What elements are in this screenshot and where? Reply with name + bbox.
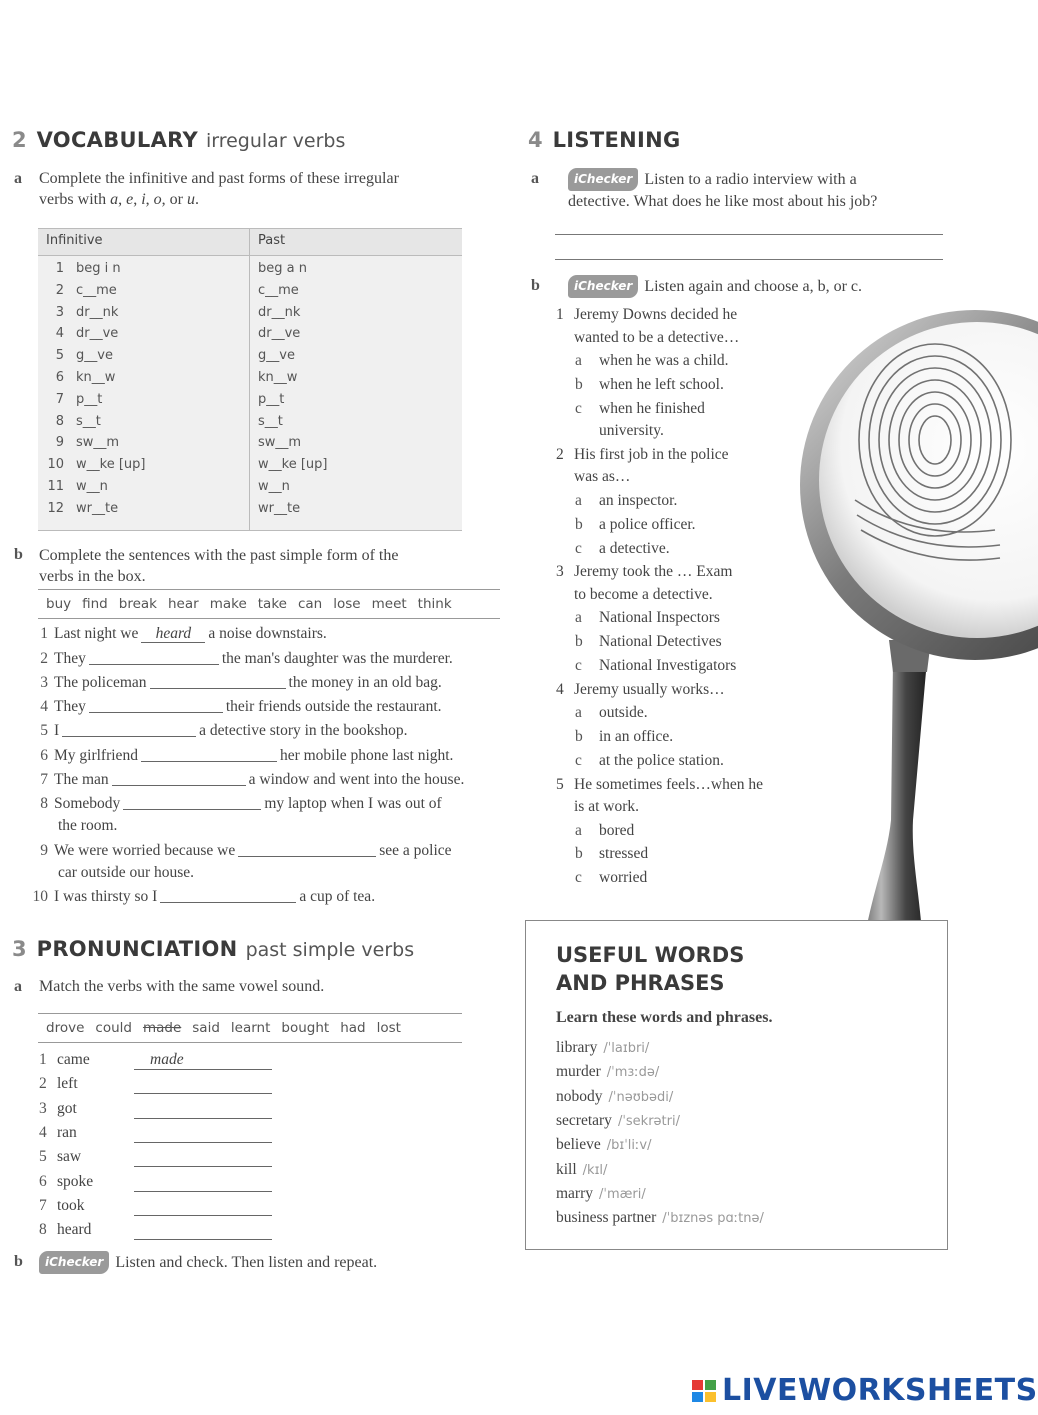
- infinitive-cell[interactable]: beg i n: [76, 261, 121, 276]
- option-letter: b: [575, 845, 583, 863]
- infinitive-cell[interactable]: kn__w: [76, 370, 116, 385]
- answer-blank[interactable]: [89, 699, 223, 713]
- answer-blank[interactable]: [62, 723, 196, 737]
- sentence-number: 7: [40, 771, 48, 788]
- item-number: 7: [39, 1196, 47, 1214]
- exercise-letter: b: [531, 277, 540, 294]
- answer-line[interactable]: [134, 1118, 272, 1119]
- infinitive-cell[interactable]: w__ke [up]: [76, 457, 146, 473]
- ipa-transcription: /bɪˈliːv/: [606, 1138, 652, 1154]
- table-row: [38, 457, 462, 479]
- answer-option[interactable]: [575, 374, 724, 395]
- answer-blank[interactable]: heard: [141, 627, 205, 643]
- box-word: had: [340, 1020, 366, 1036]
- question-text: His first job in the police: [574, 445, 729, 463]
- option-text: an inspector.: [599, 491, 678, 509]
- item-number: 3: [39, 1099, 47, 1117]
- option-text: National Inspectors: [599, 609, 720, 627]
- table-row: [38, 392, 462, 414]
- infinitive-cell[interactable]: wr__te: [76, 500, 119, 516]
- row-number: 3: [55, 304, 64, 320]
- sentence: [28, 888, 375, 906]
- question-text: Jeremy Downs decided he: [574, 306, 738, 323]
- past-cell[interactable]: w__n: [258, 479, 290, 494]
- row-number: 11: [47, 479, 64, 494]
- sentence-start: My girlfriend: [54, 747, 138, 764]
- section-title: LISTENING: [552, 128, 681, 152]
- useful-word-item: [556, 1112, 680, 1130]
- option-letter: b: [575, 633, 583, 651]
- useful-word-item: [556, 1063, 659, 1081]
- table-bottom-border: [38, 530, 462, 531]
- sentence-number: 2: [40, 650, 48, 667]
- sentence-number: 1: [40, 625, 48, 642]
- option-letter: a: [575, 491, 582, 509]
- sentence-start: Last night we: [54, 625, 139, 642]
- past-cell[interactable]: dr__nk: [258, 304, 301, 320]
- answer-option[interactable]: [575, 350, 729, 371]
- box-word: made: [142, 1020, 182, 1036]
- useful-words-title: [556, 941, 744, 997]
- useful-word-item: [556, 1185, 646, 1203]
- useful-words-subtitle: Learn these words and phrases.: [556, 1009, 773, 1026]
- listening-heading: [528, 128, 681, 152]
- infinitive-cell[interactable]: sw__m: [76, 435, 120, 451]
- box-word: can: [297, 596, 323, 612]
- section-subtitle: past simple verbs: [245, 939, 415, 961]
- infinitive-cell[interactable]: dr__nk: [76, 304, 119, 320]
- sentence-number: 6: [40, 747, 48, 764]
- row-number: 4: [55, 326, 64, 342]
- item-number: 4: [39, 1123, 47, 1141]
- past-cell[interactable]: wr__te: [258, 500, 301, 516]
- row-number: 6: [55, 370, 64, 385]
- past-cell[interactable]: kn__w: [258, 370, 298, 385]
- ipa-transcription: /kɪl/: [582, 1162, 608, 1178]
- past-cell[interactable]: w__ke [up]: [258, 457, 328, 473]
- answer-text[interactable]: made: [150, 1051, 184, 1068]
- useful-word-item: [556, 1161, 607, 1179]
- table-row: [38, 283, 462, 305]
- sentence-end: her mobile phone last night.: [279, 747, 454, 764]
- answer-blank[interactable]: [160, 889, 296, 903]
- answer-option[interactable]: [575, 514, 696, 535]
- irregular-verbs-table: [38, 228, 462, 531]
- question-text: is at work.: [574, 798, 640, 816]
- question-number: 4: [556, 680, 564, 698]
- word-text: nobody: [556, 1087, 603, 1105]
- answer-option[interactable]: [575, 538, 670, 559]
- question-text: to become a detective.: [574, 585, 713, 603]
- box-word: make: [209, 596, 247, 612]
- answer-option[interactable]: [575, 750, 724, 771]
- option-text: worried: [599, 869, 648, 887]
- word-text: believe: [556, 1136, 601, 1154]
- answer-line[interactable]: [134, 1166, 272, 1167]
- row-number: 10: [47, 457, 64, 473]
- table-row: [38, 370, 462, 392]
- sentence-end: see a police: [379, 842, 452, 859]
- sentence-start: We were worried because we: [54, 842, 236, 859]
- instruction-text: Listen again and choose a, b, or c.: [644, 278, 863, 295]
- table-row: [38, 305, 462, 327]
- option-letter: c: [575, 751, 582, 769]
- item-word: came: [57, 1051, 90, 1068]
- box-word: take: [257, 596, 287, 612]
- row-number: 5: [55, 348, 64, 364]
- instruction-line: Complete the sentences with the past simple form of the: [39, 547, 399, 564]
- row-number: 9: [55, 435, 64, 451]
- box-word: find: [82, 596, 108, 612]
- question-text: wanted to be a detective…: [574, 328, 740, 346]
- item-word: heard: [57, 1221, 92, 1239]
- box-word: learnt: [230, 1020, 271, 1036]
- answer-blank[interactable]: [238, 843, 376, 857]
- instruction-line: [568, 168, 968, 191]
- infinitive-cell[interactable]: s__t: [76, 413, 101, 429]
- section-title: PRONUNCIATION: [36, 937, 238, 961]
- exercise-instruction: [568, 275, 862, 298]
- option-text: at the police station.: [599, 751, 724, 769]
- item-number: 5: [39, 1148, 47, 1166]
- ipa-transcription: /ˈsekrətri/: [617, 1113, 680, 1129]
- sentence-start: They: [54, 650, 86, 667]
- option-letter: a: [575, 704, 582, 722]
- ichecker-badge[interactable]: iChecker: [568, 275, 638, 298]
- answer-option[interactable]: [575, 398, 705, 419]
- box-word: said: [192, 1020, 220, 1036]
- past-cell[interactable]: s__t: [258, 413, 283, 429]
- box-word: meet: [371, 596, 407, 612]
- instruction-text: Listen and check. Then listen and repeat.: [115, 1254, 378, 1271]
- word-text: library: [556, 1039, 598, 1056]
- sentence-end: a cup of tea.: [299, 888, 376, 905]
- answer-option[interactable]: [575, 655, 736, 676]
- past-cell[interactable]: sw__m: [258, 435, 302, 451]
- exercise-letter: a: [14, 170, 22, 187]
- answer-line[interactable]: [134, 1191, 272, 1192]
- sentence-end: a detective story in the bookshop.: [199, 722, 408, 739]
- answer-blank[interactable]: [141, 748, 277, 762]
- instruction-line: Complete the infinitive and past forms of these irregular: [39, 170, 399, 187]
- sentence-number: 8: [40, 795, 48, 812]
- ipa-transcription: /ˈbɪznəs pɑːtnə/: [662, 1211, 764, 1227]
- sentence-end: a noise downstairs.: [208, 625, 327, 642]
- sentence-end: a window and went into the house.: [248, 771, 465, 788]
- useful-word-item: [556, 1088, 673, 1106]
- table-row: [38, 435, 462, 457]
- row-number: 2: [55, 282, 64, 298]
- sentence-number: 5: [40, 722, 48, 739]
- row-number: 7: [55, 391, 64, 407]
- word-text: murder: [556, 1063, 601, 1081]
- answer-line[interactable]: [134, 1142, 272, 1143]
- column-header-infinitive: Infinitive: [46, 233, 103, 248]
- answer-option[interactable]: [575, 843, 648, 864]
- table-row: [38, 348, 462, 370]
- box-word: drove: [46, 1020, 85, 1036]
- sentence-continuation: car outside our house.: [58, 864, 195, 881]
- answer-line[interactable]: [555, 259, 943, 260]
- answer-line[interactable]: [555, 234, 943, 235]
- table-row: [38, 479, 462, 501]
- sentence-start: I: [54, 722, 60, 739]
- option-text: outside.: [599, 704, 648, 722]
- option-letter: c: [575, 869, 582, 887]
- answer-line[interactable]: [134, 1215, 272, 1216]
- past-cell[interactable]: g__ve: [258, 348, 295, 364]
- item-number: 8: [39, 1221, 47, 1239]
- option-text: university.: [599, 422, 664, 440]
- exercise-instruction: [568, 168, 968, 212]
- exercise-letter: b: [14, 546, 23, 563]
- option-letter: a: [575, 352, 582, 369]
- pronunciation-item: [39, 1075, 133, 1093]
- useful-word-item: [556, 1039, 649, 1057]
- question-number: 3: [556, 563, 564, 581]
- answer-option[interactable]: [575, 490, 677, 511]
- option-letter: a: [575, 821, 582, 839]
- row-number: 8: [55, 413, 64, 429]
- answer-option[interactable]: [575, 867, 647, 888]
- answer-option[interactable]: [575, 726, 673, 747]
- exercise-instruction: [39, 168, 489, 210]
- option-text: when he finished: [599, 399, 705, 417]
- answer-option[interactable]: [575, 702, 648, 723]
- sentence-number: 3: [40, 674, 48, 691]
- answer-option[interactable]: [575, 631, 722, 652]
- option-text: a police officer.: [599, 515, 696, 533]
- sentence: [28, 842, 452, 860]
- exercise-instruction: [39, 545, 499, 587]
- instruction-text: Listen to a radio interview with a: [644, 171, 857, 188]
- section-number: 2: [12, 128, 27, 152]
- pronunciation-heading: [12, 937, 414, 961]
- item-number: 1: [39, 1051, 47, 1068]
- answer-option[interactable]: [575, 607, 720, 628]
- sentence-number: 4: [40, 698, 48, 715]
- item-word: ran: [57, 1123, 77, 1141]
- sentence-start: I was thirsty so I: [54, 888, 158, 905]
- ichecker-badge[interactable]: iChecker: [39, 1251, 109, 1274]
- sentence: [28, 795, 442, 813]
- infinitive-cell[interactable]: w__n: [76, 479, 108, 494]
- box-word: lose: [333, 596, 361, 612]
- row-number: 12: [47, 500, 64, 516]
- useful-word-item: [556, 1136, 651, 1154]
- pronunciation-item: [39, 1051, 133, 1069]
- sentence: [28, 771, 464, 789]
- answer-line[interactable]: [134, 1093, 272, 1094]
- option-letter: b: [575, 375, 583, 393]
- option-text: when he was a child.: [599, 352, 729, 369]
- sentence-start: The policeman: [54, 674, 147, 691]
- question-number: 2: [556, 445, 564, 463]
- past-cell[interactable]: c__me: [258, 282, 299, 298]
- option-text: stressed: [599, 845, 649, 863]
- sentence: [28, 722, 408, 740]
- word-text: kill: [556, 1160, 577, 1178]
- infinitive-cell[interactable]: dr__ve: [76, 326, 119, 342]
- column-header-past: Past: [258, 233, 286, 248]
- past-cell[interactable]: dr__ve: [258, 326, 301, 342]
- infinitive-cell[interactable]: c__me: [76, 282, 117, 298]
- ipa-transcription: /ˈmɜːdə/: [606, 1065, 660, 1081]
- box-word: could: [95, 1020, 132, 1036]
- vocabulary-heading: [12, 128, 345, 152]
- sentence: [28, 747, 453, 765]
- table-row: [38, 414, 462, 436]
- sentence-end: their friends outside the restaurant.: [225, 698, 442, 715]
- table-row: [38, 326, 462, 348]
- answer-option[interactable]: [575, 820, 634, 841]
- exercise-letter: a: [14, 978, 22, 995]
- exercise-instruction: Match the verbs with the same vowel sound.: [39, 978, 325, 995]
- ipa-transcription: /ˈmæri/: [599, 1186, 646, 1202]
- box-word: buy: [46, 596, 72, 612]
- sentence-number: 10: [32, 888, 48, 905]
- sentence-start: The man: [54, 771, 109, 788]
- table-row: [38, 261, 462, 283]
- ipa-transcription: /ˈlaɪbri/: [603, 1041, 650, 1056]
- word-text: marry: [556, 1184, 594, 1202]
- section-title: VOCABULARY: [36, 128, 198, 152]
- past-cell[interactable]: p__t: [258, 391, 285, 407]
- option-letter: b: [575, 515, 583, 533]
- pronunciation-item: [39, 1148, 133, 1166]
- sentence: [28, 698, 442, 716]
- section-subtitle: irregular verbs: [205, 130, 346, 152]
- exercise-letter: a: [531, 170, 539, 187]
- word-text: secretary: [556, 1111, 612, 1129]
- question-number: 1: [556, 306, 564, 323]
- item-word: got: [57, 1099, 77, 1117]
- answer-blank[interactable]: [123, 796, 261, 810]
- box-word: lost: [376, 1020, 401, 1036]
- option-text: when he left school.: [599, 375, 724, 393]
- word-box: [38, 1013, 462, 1043]
- logo-text: LIVEWORKSHEETS: [722, 1373, 1038, 1408]
- question-text: Jeremy usually works…: [574, 680, 725, 698]
- sentence: [28, 625, 327, 643]
- title-line: AND PHRASES: [556, 971, 725, 995]
- pronunciation-item: [39, 1173, 133, 1191]
- item-number: 2: [39, 1075, 47, 1093]
- option-letter: a: [575, 609, 582, 627]
- option-text: National Detectives: [599, 633, 722, 651]
- sentence-end: the money in an old bag.: [288, 674, 442, 691]
- exercise-letter: b: [14, 1253, 23, 1270]
- item-number: 6: [39, 1172, 47, 1190]
- liveworksheets-logo: [692, 1373, 1038, 1408]
- section-number: 3: [12, 937, 27, 961]
- word-box: [38, 589, 500, 619]
- option-letter: c: [575, 656, 582, 674]
- option-letter: c: [575, 539, 582, 557]
- liveworksheets-icon: [692, 1378, 718, 1404]
- question-text: Jeremy took the … Exam: [574, 563, 733, 581]
- infinitive-cell[interactable]: g__ve: [76, 348, 113, 364]
- answer-blank[interactable]: [89, 651, 219, 665]
- instruction-line: verbs with a, e, i, o, or u.: [39, 191, 199, 208]
- pronunciation-item: [39, 1100, 133, 1118]
- option-continuation[interactable]: [575, 420, 664, 441]
- answer-line[interactable]: [134, 1239, 272, 1240]
- table-row: [38, 501, 462, 523]
- ichecker-badge[interactable]: iChecker: [568, 168, 638, 191]
- sentence-end: the man's daughter was the murderer.: [221, 650, 453, 667]
- answer-blank[interactable]: [112, 772, 246, 786]
- box-word: break: [118, 596, 157, 612]
- useful-word-item: [556, 1209, 764, 1227]
- option-text: bored: [599, 821, 635, 839]
- word-text: business partner: [556, 1209, 657, 1227]
- option-letter: c: [575, 399, 582, 417]
- pronunciation-item: [39, 1124, 133, 1142]
- option-letter: b: [575, 728, 583, 745]
- sentence-start: Somebody: [54, 795, 121, 812]
- option-text: National Investigators: [599, 656, 737, 674]
- section-number: 4: [528, 128, 543, 152]
- sentence-continuation: the room.: [58, 817, 118, 834]
- sentence-number: 9: [40, 842, 48, 859]
- sentence: [28, 674, 442, 692]
- question-text: was as…: [574, 468, 631, 486]
- pronunciation-item: [39, 1197, 133, 1215]
- box-word: think: [417, 596, 452, 612]
- answer-line[interactable]: [134, 1069, 272, 1070]
- instruction-line: verbs in the box.: [39, 568, 146, 585]
- sentence-end: my laptop when I was out of: [264, 795, 442, 812]
- row-number: 1: [55, 261, 64, 276]
- infinitive-cell[interactable]: p__t: [76, 391, 103, 407]
- question-text: He sometimes feels…when he: [574, 775, 763, 793]
- past-cell[interactable]: beg a n: [258, 261, 307, 276]
- useful-words-box: [525, 920, 948, 1250]
- option-text: in an office.: [599, 728, 674, 745]
- item-word: saw: [57, 1148, 82, 1166]
- box-word: hear: [168, 596, 199, 612]
- item-word: spoke: [57, 1172, 94, 1190]
- option-text: a detective.: [599, 539, 670, 557]
- box-word: bought: [281, 1020, 330, 1036]
- item-word: left: [57, 1075, 78, 1093]
- title-line: USEFUL WORDS: [556, 943, 745, 967]
- instruction-line: detective. What does he like most about his job?: [568, 193, 878, 210]
- exercise-instruction: [39, 1251, 377, 1274]
- sentence: [28, 650, 453, 668]
- pronunciation-item: [39, 1221, 133, 1239]
- sentence-start: They: [54, 698, 86, 715]
- ipa-transcription: /ˈnəʊbədi/: [608, 1089, 674, 1105]
- item-word: took: [57, 1196, 85, 1214]
- answer-blank[interactable]: [150, 675, 286, 689]
- question-number: 5: [556, 775, 564, 793]
